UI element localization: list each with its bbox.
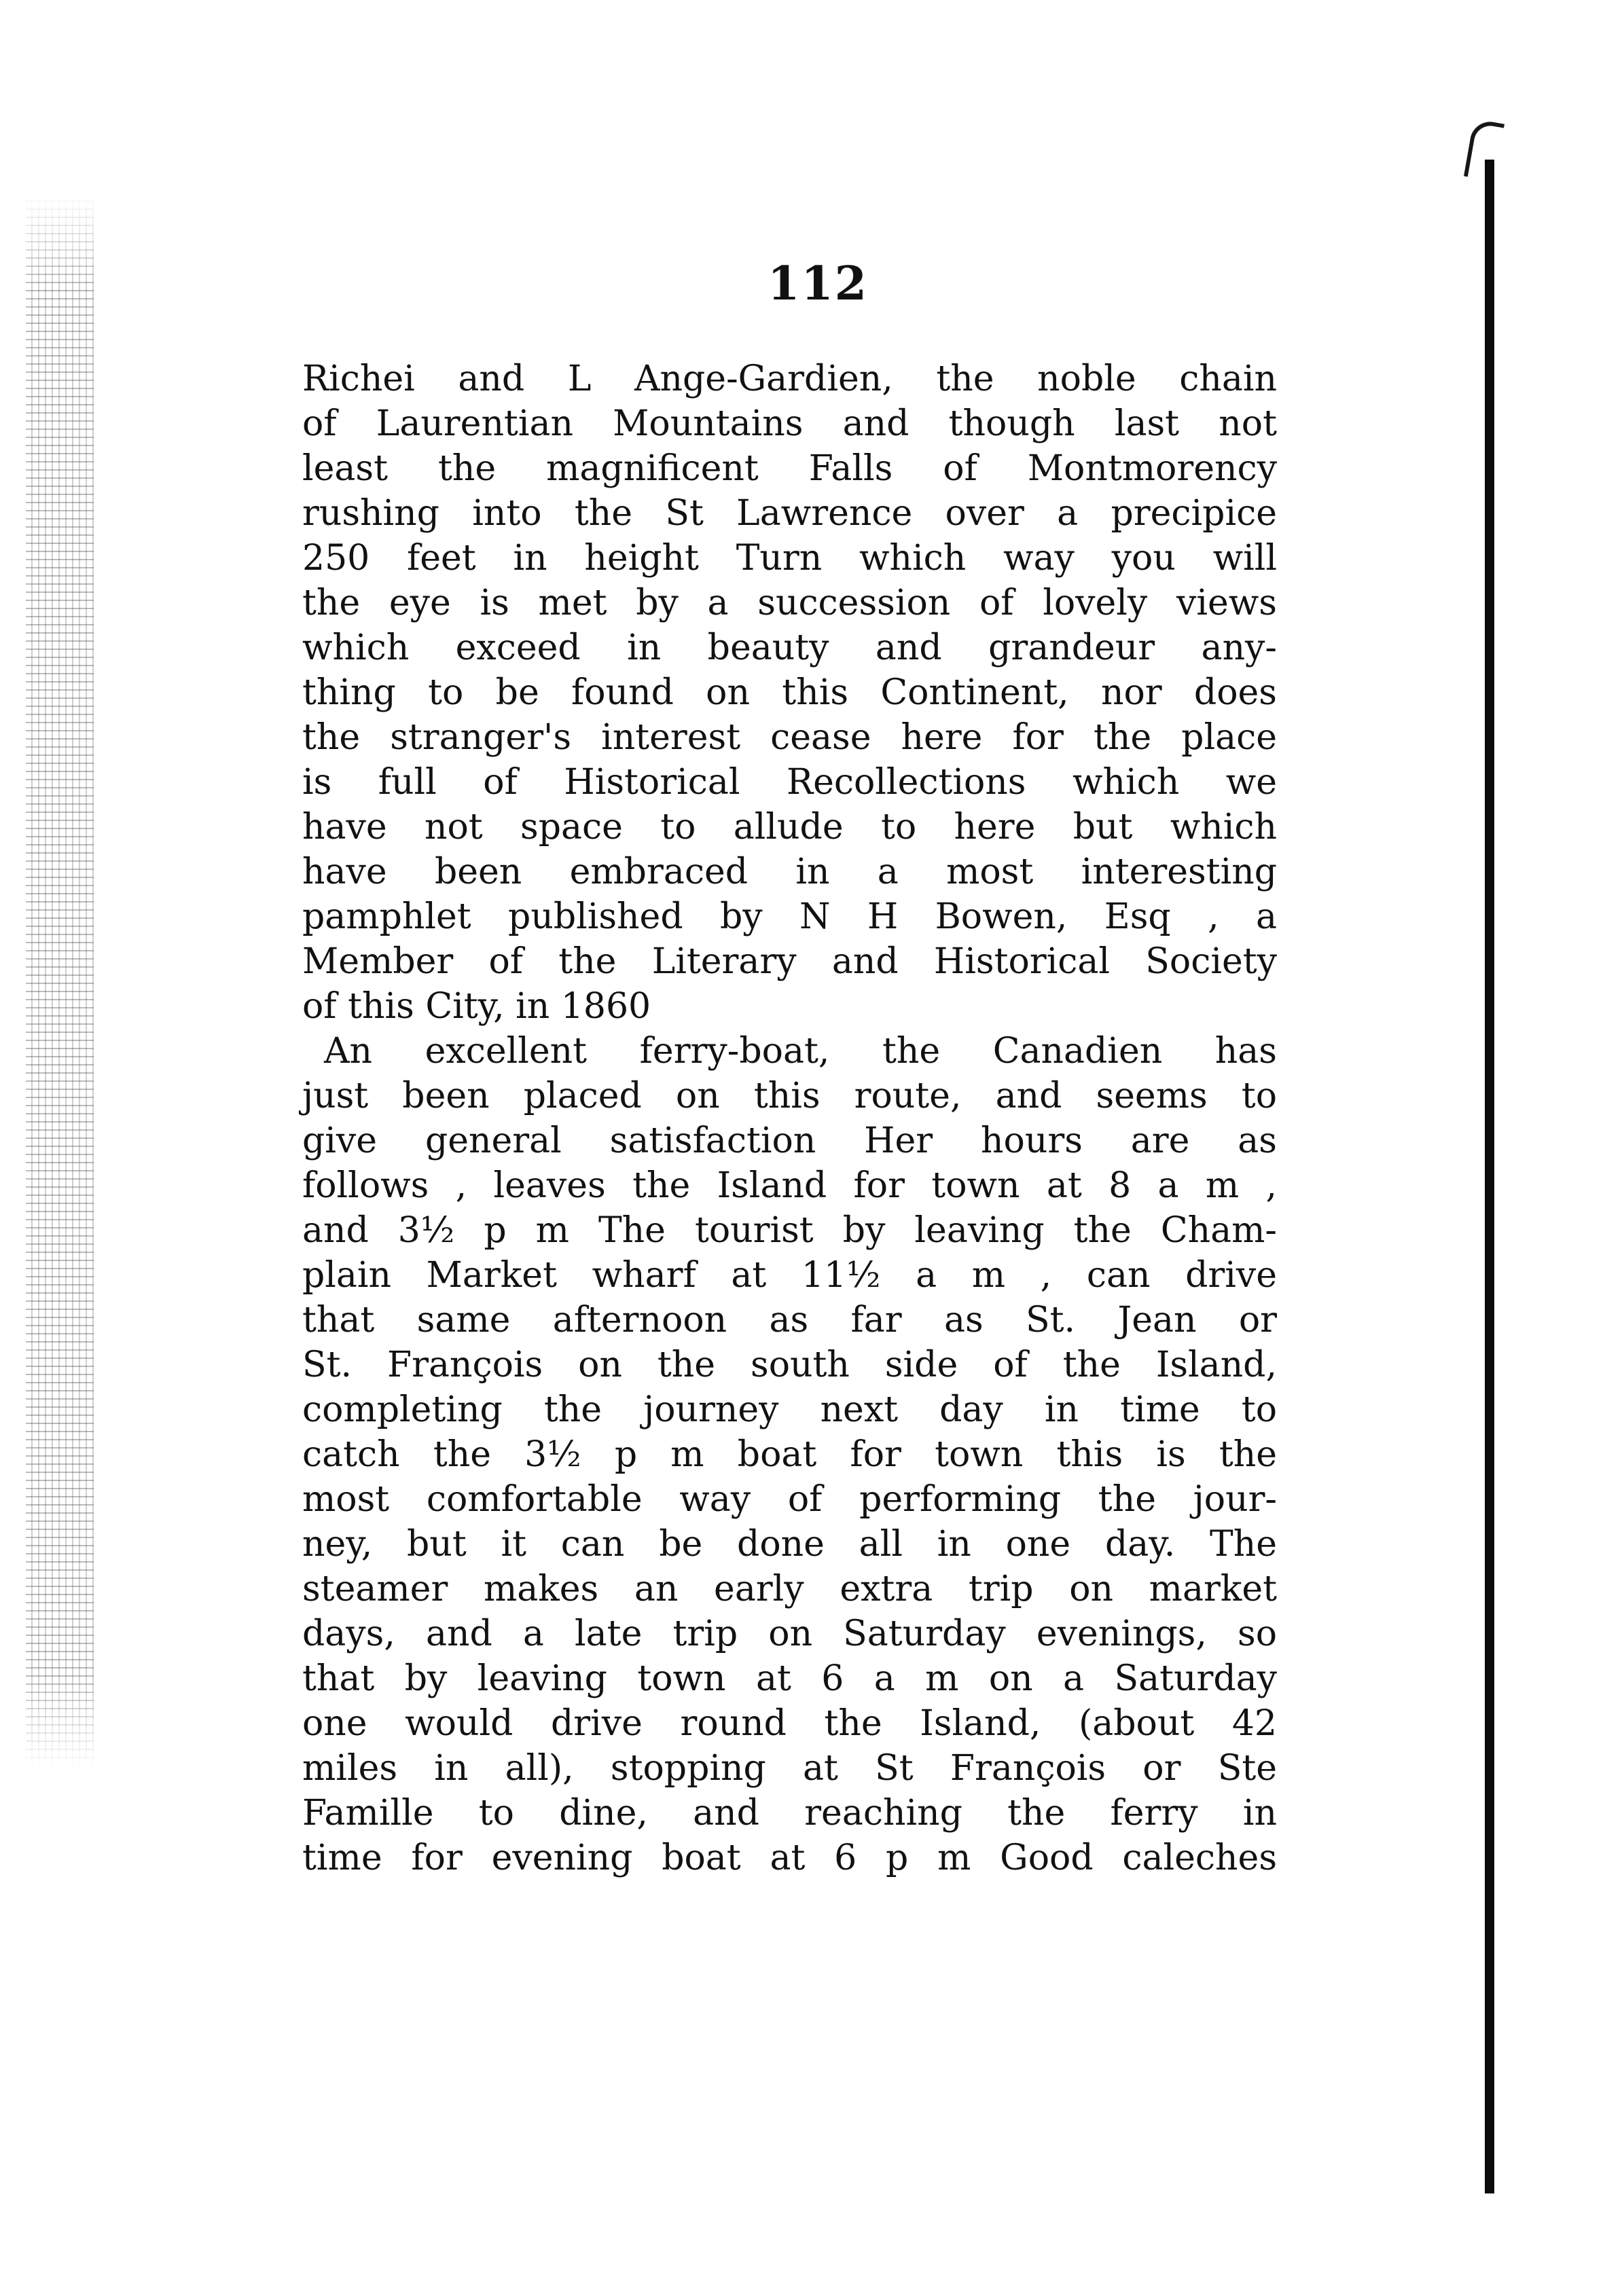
text-line-16: An excellent ferry-boat, the Canadien has — [324, 1031, 1277, 1072]
text-line-23: St. François on the south side of the Island, — [302, 1345, 1277, 1385]
text-line-33: Famille to dine, and reaching the ferry in — [302, 1793, 1277, 1834]
text-line-32: miles in all), stopping at St François or Ste — [302, 1748, 1277, 1789]
text-line-28: steamer makes an early extra trip on market — [302, 1569, 1277, 1609]
text-line-31: one would drive round the Island, (about 42 — [302, 1703, 1277, 1744]
text-line-29: days, and a late trip on Saturday evenings, so — [302, 1614, 1277, 1654]
text-line-9: the stranger's interest cease here for the place — [302, 717, 1277, 758]
text-line-3: least the magnificent Falls of Montmorency — [302, 448, 1277, 489]
text-line-6: the eye is met by a succession of lovely views — [302, 583, 1277, 623]
text-line-1: Richei and L Ange-Gardien, the noble chain — [302, 359, 1277, 399]
scan-edge-bar — [1485, 160, 1494, 2193]
text-line-20: and 3½ p m The tourist by leaving the Cham- — [302, 1210, 1277, 1251]
text-line-17: just been placed on this route, and seems to — [302, 1076, 1277, 1116]
text-line-14: Member of the Literary and Historical Society — [302, 941, 1277, 982]
scan-gutter-artifact — [26, 194, 94, 1769]
text-line-18: give general satisfaction Her hours are as — [302, 1120, 1277, 1161]
text-line-10: is full of Historical Recollections which we — [302, 762, 1277, 803]
text-line-27: ney, but it can be done all in one day. The — [302, 1524, 1277, 1565]
text-line-2: of Laurentian Mountains and though last not — [302, 403, 1277, 444]
text-line-15: of this City, in 1860 — [302, 986, 651, 1027]
body-text — [302, 357, 1277, 1880]
text-line-22: that same afternoon as far as St. Jean or — [302, 1300, 1277, 1341]
text-line-19: follows , leaves the Island for town at 8 a m , — [302, 1165, 1277, 1206]
text-line-11: have not space to allude to here but which — [302, 807, 1277, 848]
text-line-4: rushing into the St Lawrence over a precipice — [302, 493, 1277, 534]
text-line-34: time for evening boat at 6 p m Good caleches — [302, 1838, 1277, 1878]
text-line-5: 250 feet in height Turn which way you will — [302, 538, 1277, 579]
page-number: 112 — [768, 257, 868, 311]
scan-edge-hook — [1464, 119, 1504, 182]
text-line-12: have been embraced in a most interesting — [302, 852, 1277, 892]
text-line-25: catch the 3½ p m boat for town this is the — [302, 1434, 1277, 1475]
text-line-24: completing the journey next day in time to — [302, 1389, 1277, 1430]
text-line-8: thing to be found on this Continent, nor does — [302, 672, 1277, 713]
text-line-7: which exceed in beauty and grandeur any- — [302, 627, 1277, 668]
text-line-21: plain Market wharf at 11½ a m , can drive — [302, 1255, 1277, 1296]
text-line-30: that by leaving town at 6 a m on a Saturday — [302, 1658, 1277, 1699]
text-line-13: pamphlet published by N H Bowen, Esq , a — [302, 896, 1277, 937]
text-line-26: most comfortable way of performing the jour- — [302, 1479, 1277, 1520]
